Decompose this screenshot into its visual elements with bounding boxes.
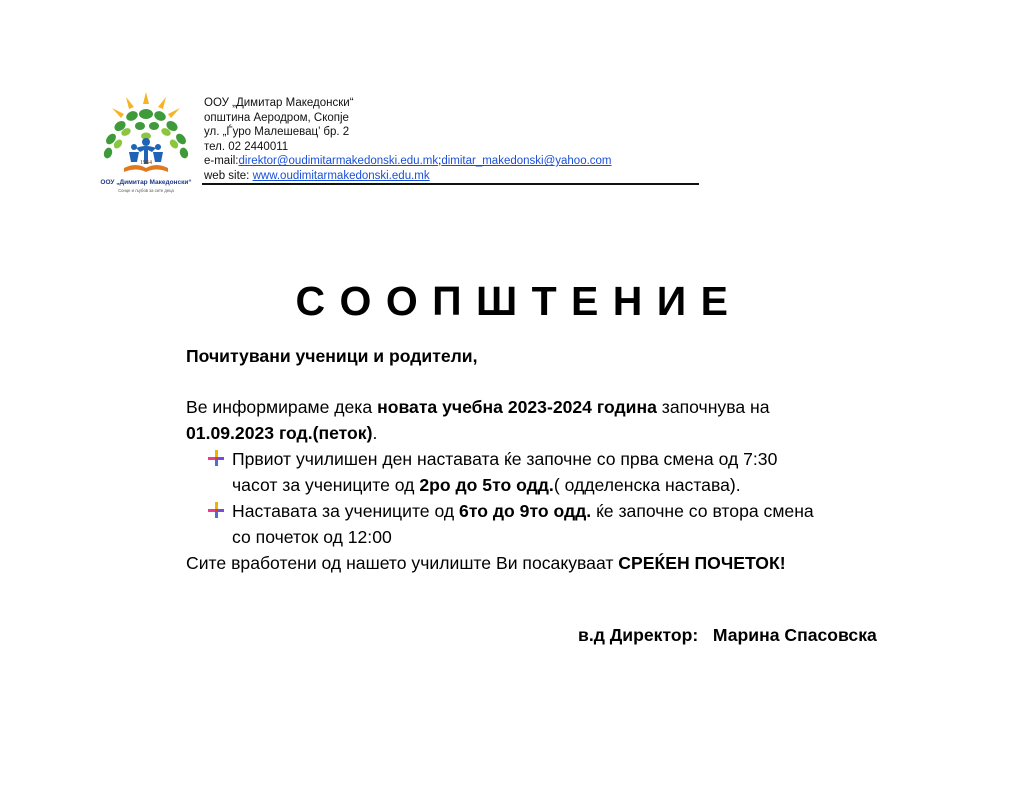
header-divider xyxy=(202,183,699,185)
signature-name: Марина Спасовска xyxy=(712,625,877,645)
logo-name: ООУ „Димитар Македонски“ xyxy=(100,179,192,186)
email-link-director[interactable]: direktor@oudimitarmakedonski.edu.mk xyxy=(238,155,439,168)
phone: тел. 02 2440011 xyxy=(204,140,289,153)
signature xyxy=(578,625,877,646)
list-item: Првиот училишен ден наставата ќе започне со прва смена од 7:30 часот за учениците од 2ро до 5то одд.( одделенска настава). xyxy=(186,446,814,498)
email-link-yahoo[interactable]: dimitar_makedonski@yahoo.com xyxy=(441,155,612,168)
greeting: Почитувани ученици и родители, xyxy=(186,346,478,366)
website-link[interactable]: www.oudimitarmakedonski.edu.mk xyxy=(252,169,430,182)
school-logo xyxy=(96,92,196,196)
closing-line: Сите вработени од нашето училиште Ви посакуваат СРЕЌЕН ПОЧЕТОК! xyxy=(186,553,786,573)
intro-line-1: Ве информираме дека новата учебна 2023-2024 година започнува на xyxy=(186,397,770,417)
municipality: општина Аеродром, Скопје xyxy=(204,111,349,124)
four-color-arrow-bullet-icon xyxy=(208,450,224,466)
letterhead xyxy=(204,96,612,184)
school-name: ООУ „Димитар Македонски“ xyxy=(204,97,354,109)
intro-line-2: 01.09.2023 год.(петок). xyxy=(186,423,378,443)
address: ул. „Ѓуро Малешевац’ бр. 2 xyxy=(204,126,350,139)
announcement-body xyxy=(186,343,814,576)
logo-tagline: Сонце и љубов за сите деца xyxy=(118,188,174,193)
list-item: Наставата за учениците од 6то до 9то одд. ќе започне со втора смена со почеток од 12:00 xyxy=(186,498,814,550)
email-line: e-mail:direktor@oudimitarmakedonski.edu.mk;dimitar_makedonski@yahoo.com xyxy=(204,155,612,168)
four-color-arrow-bullet-icon xyxy=(208,502,224,518)
website-line: web site: www.oudimitarmakedonski.edu.mk xyxy=(204,169,430,182)
logo-year: 1964 xyxy=(140,160,152,166)
signature-role: в.д Директор: xyxy=(578,625,699,645)
page-title: С О О П Ш Т Е Н И Е xyxy=(295,278,729,324)
